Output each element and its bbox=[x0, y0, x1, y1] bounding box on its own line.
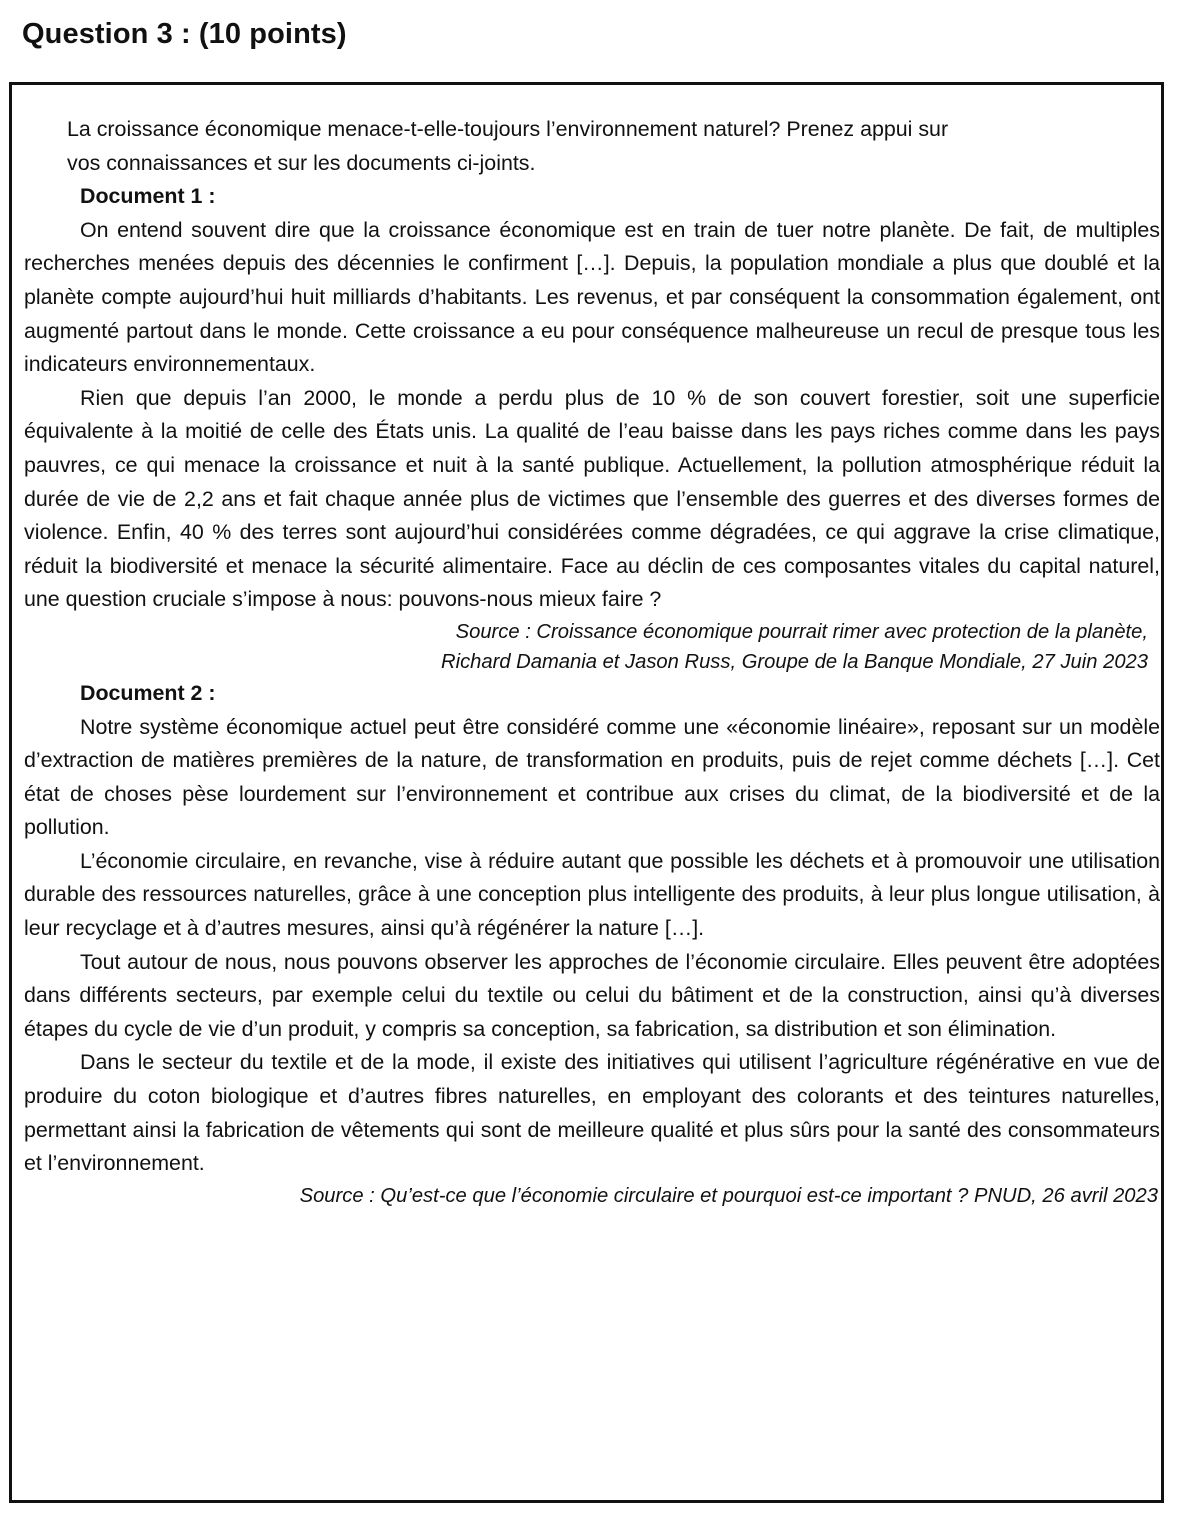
document-1-source-line-2: Richard Damania et Jason Russ, Groupe de la Banque Mondiale, 27 Juin 2023 bbox=[441, 650, 1148, 673]
document-2-source: Source : Qu’est-ce que l’économie circulaire et pourquoi est-ce important ? PNUD, 26 avril 2023 bbox=[299, 1184, 1158, 1207]
question-content bbox=[24, 113, 1160, 1211]
document-2-paragraph: L’économie circulaire, en revanche, vise à réduire autant que possible les déchets et à promouvoir une utilisation durable des ressources naturelles, grâce à une conception plus intelligente des produits, à leur plus longue utilisation, à leur recyclage et à d’autres mesures, ainsi qu’à régénérer la nature […]. bbox=[24, 848, 1160, 941]
document-1-source-line-1: Source : Croissance économique pourrait rimer avec protection de la planète, bbox=[455, 620, 1148, 643]
question-title: Question 3 : (10 points) bbox=[22, 18, 347, 50]
document-1-heading: Document 1 : bbox=[80, 184, 216, 209]
document-2-heading: Document 2 : bbox=[80, 680, 216, 705]
intro-line-1: La croissance économique menace-t-elle-toujours l’environnement naturel? Prenez appui sur bbox=[67, 117, 949, 141]
document-2-paragraph: Tout autour de nous, nous pouvons observer les approches de l’économie circulaire. Elles peuvent être adoptées dans différents secteurs, par exemple celui du textile ou celui du bâtiment et de la construction, ainsi qu’à diverses étapes du cycle de vie d’un produit, y compris sa conception, sa fabrication, sa distribution et son élimination. bbox=[24, 949, 1160, 1041]
intro-line-2: vos connaissances et sur les documents ci-joints. bbox=[67, 150, 536, 175]
document-1-paragraph: Rien que depuis l’an 2000, le monde a perdu plus de 10 % de son couvert forestier, soit une superficie équivalente à la moitié de celle des États unis. La qualité de l’eau baisse dans les pays riches comme dans les pays pauvres, ce qui menace la croissance et nuit à la santé publique. Actuellement, la pollution atmosphérique réduit la durée de vie de 2,2 ans et fait chaque année plus de victimes que l’ensemble des guerres et des diverses formes de violence. Enfin, 40 % des terres sont aujourd’hui considérées comme dégradées, ce qui aggrave la crise climatique, réduit la biodiversité et menace la sécurité alimentaire. Face au déclin de ces composantes vitales du capital naturel, une question cruciale s’impose à nous: pouvons-nous mieux faire ? bbox=[24, 385, 1160, 612]
document-2-paragraph: Dans le secteur du textile et de la mode, il existe des initiatives qui utilisent l’agriculture régénérative en vue de produire du coton biologique et d’autres fibres naturelles, en employant des colorants et des teintures naturelles, permettant ainsi la fabrication de vêtements qui sont de meilleure qualité et plus sûrs pour la santé des consommateurs et l’environnement. bbox=[24, 1050, 1160, 1176]
document-2-paragraph: Notre système économique actuel peut être considéré comme une «économie linéaire», reposant sur un modèle d’extraction de matières premières de la nature, de transformation en produits, puis de rejet comme déchets […]. Cet état de choses pèse lourdement sur l’environnement et contribue aux crises du climat, de la biodiversité et de la pollution. bbox=[24, 714, 1160, 840]
document-1-paragraph: On entend souvent dire que la croissance économique est en train de tuer notre planète. De fait, de multiples recherches menées depuis des décennies le confirment […]. Depuis, la population mondiale a plus que doublé et la planète compte aujourd’hui huit milliards d’habitants. Les revenus, et par conséquent la consommation également, ont augmenté partout dans le monde. Cette croissance a eu pour conséquence malheureuse un recul de presque tous les indicateurs environnementaux. bbox=[24, 217, 1160, 377]
